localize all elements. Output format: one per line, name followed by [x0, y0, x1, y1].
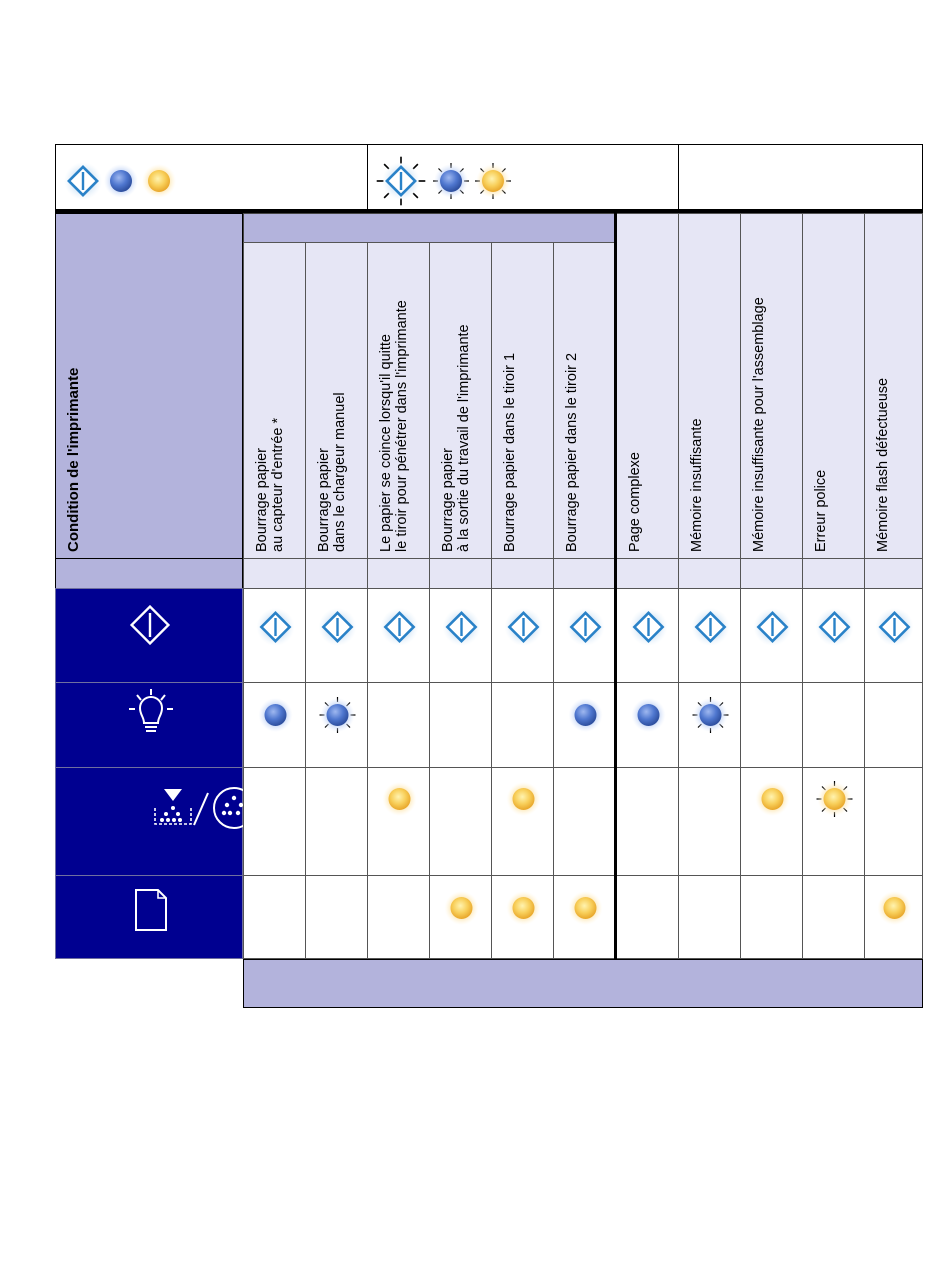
column-header-line1: Bourrage papier	[440, 448, 456, 552]
paper-state-cell	[864, 875, 923, 959]
legend-empty	[678, 144, 923, 211]
yellow-led-steady-icon	[142, 164, 176, 198]
toner-state-cell	[243, 767, 306, 876]
column-header	[367, 242, 430, 559]
continue-state-cell	[864, 588, 923, 683]
continue-state-cell	[678, 588, 741, 683]
continue-indicator-icon	[567, 608, 605, 646]
continue-state-cell	[553, 588, 616, 683]
column-header-text	[875, 378, 891, 552]
continue-indicator-icon	[816, 608, 854, 646]
column-header	[616, 213, 679, 559]
column-header-text	[813, 470, 829, 552]
continue-indicator-icon	[876, 608, 914, 646]
toner-state-cell	[864, 767, 923, 876]
continue-steady-icon	[64, 162, 102, 200]
column-header-text	[254, 418, 286, 552]
column-header-line1: Bourrage papier	[316, 448, 332, 552]
column-header-text	[564, 353, 580, 552]
header-spacer-cell	[616, 558, 679, 589]
yellow-led-steady-icon	[756, 782, 790, 816]
paper-state-cell	[553, 875, 616, 959]
continue-state-cell	[740, 588, 803, 683]
column-header	[802, 213, 865, 559]
column-header-text	[627, 452, 643, 552]
header-spacer-cell	[243, 558, 306, 589]
column-header-line2: à la sortie du travail de l'imprimante	[456, 324, 472, 552]
ready-state-cell	[864, 682, 923, 768]
continue-state-cell	[491, 588, 554, 683]
paper-state-cell	[305, 875, 368, 959]
column-header	[553, 242, 616, 559]
header-spacer-cell	[678, 558, 741, 589]
condition-title: Condition de l'imprimante	[65, 367, 82, 552]
yellow-led-blinking-icon	[475, 163, 511, 199]
column-header	[864, 213, 923, 559]
toner-state-cell	[553, 767, 616, 876]
blue-led-blinking-icon	[693, 697, 729, 733]
toner-state-cell	[429, 767, 492, 876]
ready-state-cell	[491, 682, 554, 768]
header-spacer-cell	[553, 558, 616, 589]
legend-blinking	[367, 144, 679, 211]
yellow-led-steady-icon	[507, 891, 541, 925]
yellow-led-steady-icon	[383, 782, 417, 816]
blue-led-steady-icon	[259, 698, 293, 732]
continue-state-cell	[367, 588, 430, 683]
continue-indicator-icon	[505, 608, 543, 646]
yellow-led-steady-icon	[507, 782, 541, 816]
ready-row-header	[55, 682, 243, 768]
column-header-line2: dans le chargeur manuel	[332, 392, 348, 552]
column-header-line1: Mémoire insuffisante pour l'assemblage	[751, 297, 767, 552]
column-header	[491, 242, 554, 559]
ready-state-cell	[305, 682, 368, 768]
blue-led-blinking-icon	[433, 163, 469, 199]
continue-state-cell	[429, 588, 492, 683]
toner-drum-icon	[155, 788, 244, 828]
header-spacer-cell	[491, 558, 554, 589]
continue-state-cell	[243, 588, 306, 683]
paper-row-header	[55, 875, 243, 959]
toner-state-cell	[802, 767, 865, 876]
continue-blinking-icon	[377, 157, 426, 206]
continue-diamond-icon	[132, 607, 169, 644]
ready-state-cell	[367, 682, 430, 768]
yellow-led-steady-icon	[569, 891, 603, 925]
yellow-led-steady-icon	[445, 891, 479, 925]
continue-row-header	[55, 588, 243, 683]
header-spacer-cell	[429, 558, 492, 589]
light-bulb-icon	[129, 689, 173, 731]
paper-jam-group-header	[243, 213, 616, 243]
toner-state-cell	[305, 767, 368, 876]
continue-state-cell	[616, 588, 679, 683]
yellow-led-steady-icon	[878, 891, 912, 925]
column-header-line1: Le papier se coince lorsqu'il quitte	[378, 334, 394, 552]
ready-state-cell	[243, 682, 306, 768]
paper-state-cell	[491, 875, 554, 959]
column-header-line1: Erreur police	[813, 469, 829, 552]
continue-indicator-icon	[443, 608, 481, 646]
column-header-line1: Bourrage papier dans le tiroir 2	[564, 352, 580, 552]
continue-indicator-icon	[381, 608, 419, 646]
continue-indicator-icon	[692, 608, 730, 646]
column-header-line1: Bourrage papier	[254, 448, 270, 552]
column-header	[243, 242, 306, 559]
paper-sheet-icon	[136, 890, 166, 930]
paper-state-cell	[367, 875, 430, 959]
toner-row-header	[55, 767, 243, 876]
column-header	[678, 213, 741, 559]
ready-state-cell	[553, 682, 616, 768]
header-spacer-cell	[740, 558, 803, 589]
column-header-line2: au capteur d'entrée *	[270, 417, 286, 552]
blue-led-steady-icon	[632, 698, 666, 732]
ready-state-cell	[678, 682, 741, 768]
table-footer-band	[243, 959, 923, 1008]
blue-led-steady-icon	[569, 698, 603, 732]
continue-indicator-icon	[630, 608, 668, 646]
ready-state-cell	[429, 682, 492, 768]
column-header-text	[502, 353, 518, 552]
column-header-line1: Mémoire insuffisante	[689, 418, 705, 552]
continue-indicator-icon	[319, 608, 357, 646]
yellow-led-blinking-icon	[817, 781, 853, 817]
column-header-line1: Mémoire flash défectueuse	[875, 377, 891, 552]
condition-header	[55, 213, 243, 559]
blue-led-blinking-icon	[320, 697, 356, 733]
paper-state-cell	[243, 875, 306, 959]
paper-state-cell	[802, 875, 865, 959]
ready-state-cell	[740, 682, 803, 768]
toner-state-cell	[367, 767, 430, 876]
column-header	[305, 242, 368, 559]
header-spacer-cell	[305, 558, 368, 589]
continue-indicator-icon	[754, 608, 792, 646]
column-header-text	[689, 418, 705, 552]
column-header-text	[316, 392, 348, 552]
paper-state-cell	[740, 875, 803, 959]
toner-state-cell	[740, 767, 803, 876]
condition-spacer	[55, 558, 243, 589]
header-spacer-cell	[367, 558, 430, 589]
column-header-line1: Bourrage papier dans le tiroir 1	[502, 352, 518, 552]
paper-state-cell	[678, 875, 741, 959]
column-header-text	[440, 324, 472, 552]
column-header-text	[378, 300, 410, 552]
column-header-line1: Page complexe	[627, 452, 643, 552]
column-header	[429, 242, 492, 559]
column-header	[740, 213, 803, 559]
ready-state-cell	[802, 682, 865, 768]
continue-state-cell	[802, 588, 865, 683]
header-spacer-cell	[802, 558, 865, 589]
toner-state-cell	[491, 767, 554, 876]
group-divider	[614, 213, 617, 959]
toner-state-cell	[678, 767, 741, 876]
ready-state-cell	[616, 682, 679, 768]
legend-steady	[55, 144, 368, 211]
blue-led-steady-icon	[104, 164, 138, 198]
paper-state-cell	[429, 875, 492, 959]
toner-state-cell	[616, 767, 679, 876]
continue-indicator-icon	[257, 608, 295, 646]
paper-state-cell	[616, 875, 679, 959]
header-spacer-cell	[864, 558, 923, 589]
column-header-text	[751, 297, 767, 552]
continue-state-cell	[305, 588, 368, 683]
column-header-line2: le tiroir pour pénétrer dans l'imprimante	[394, 300, 410, 552]
